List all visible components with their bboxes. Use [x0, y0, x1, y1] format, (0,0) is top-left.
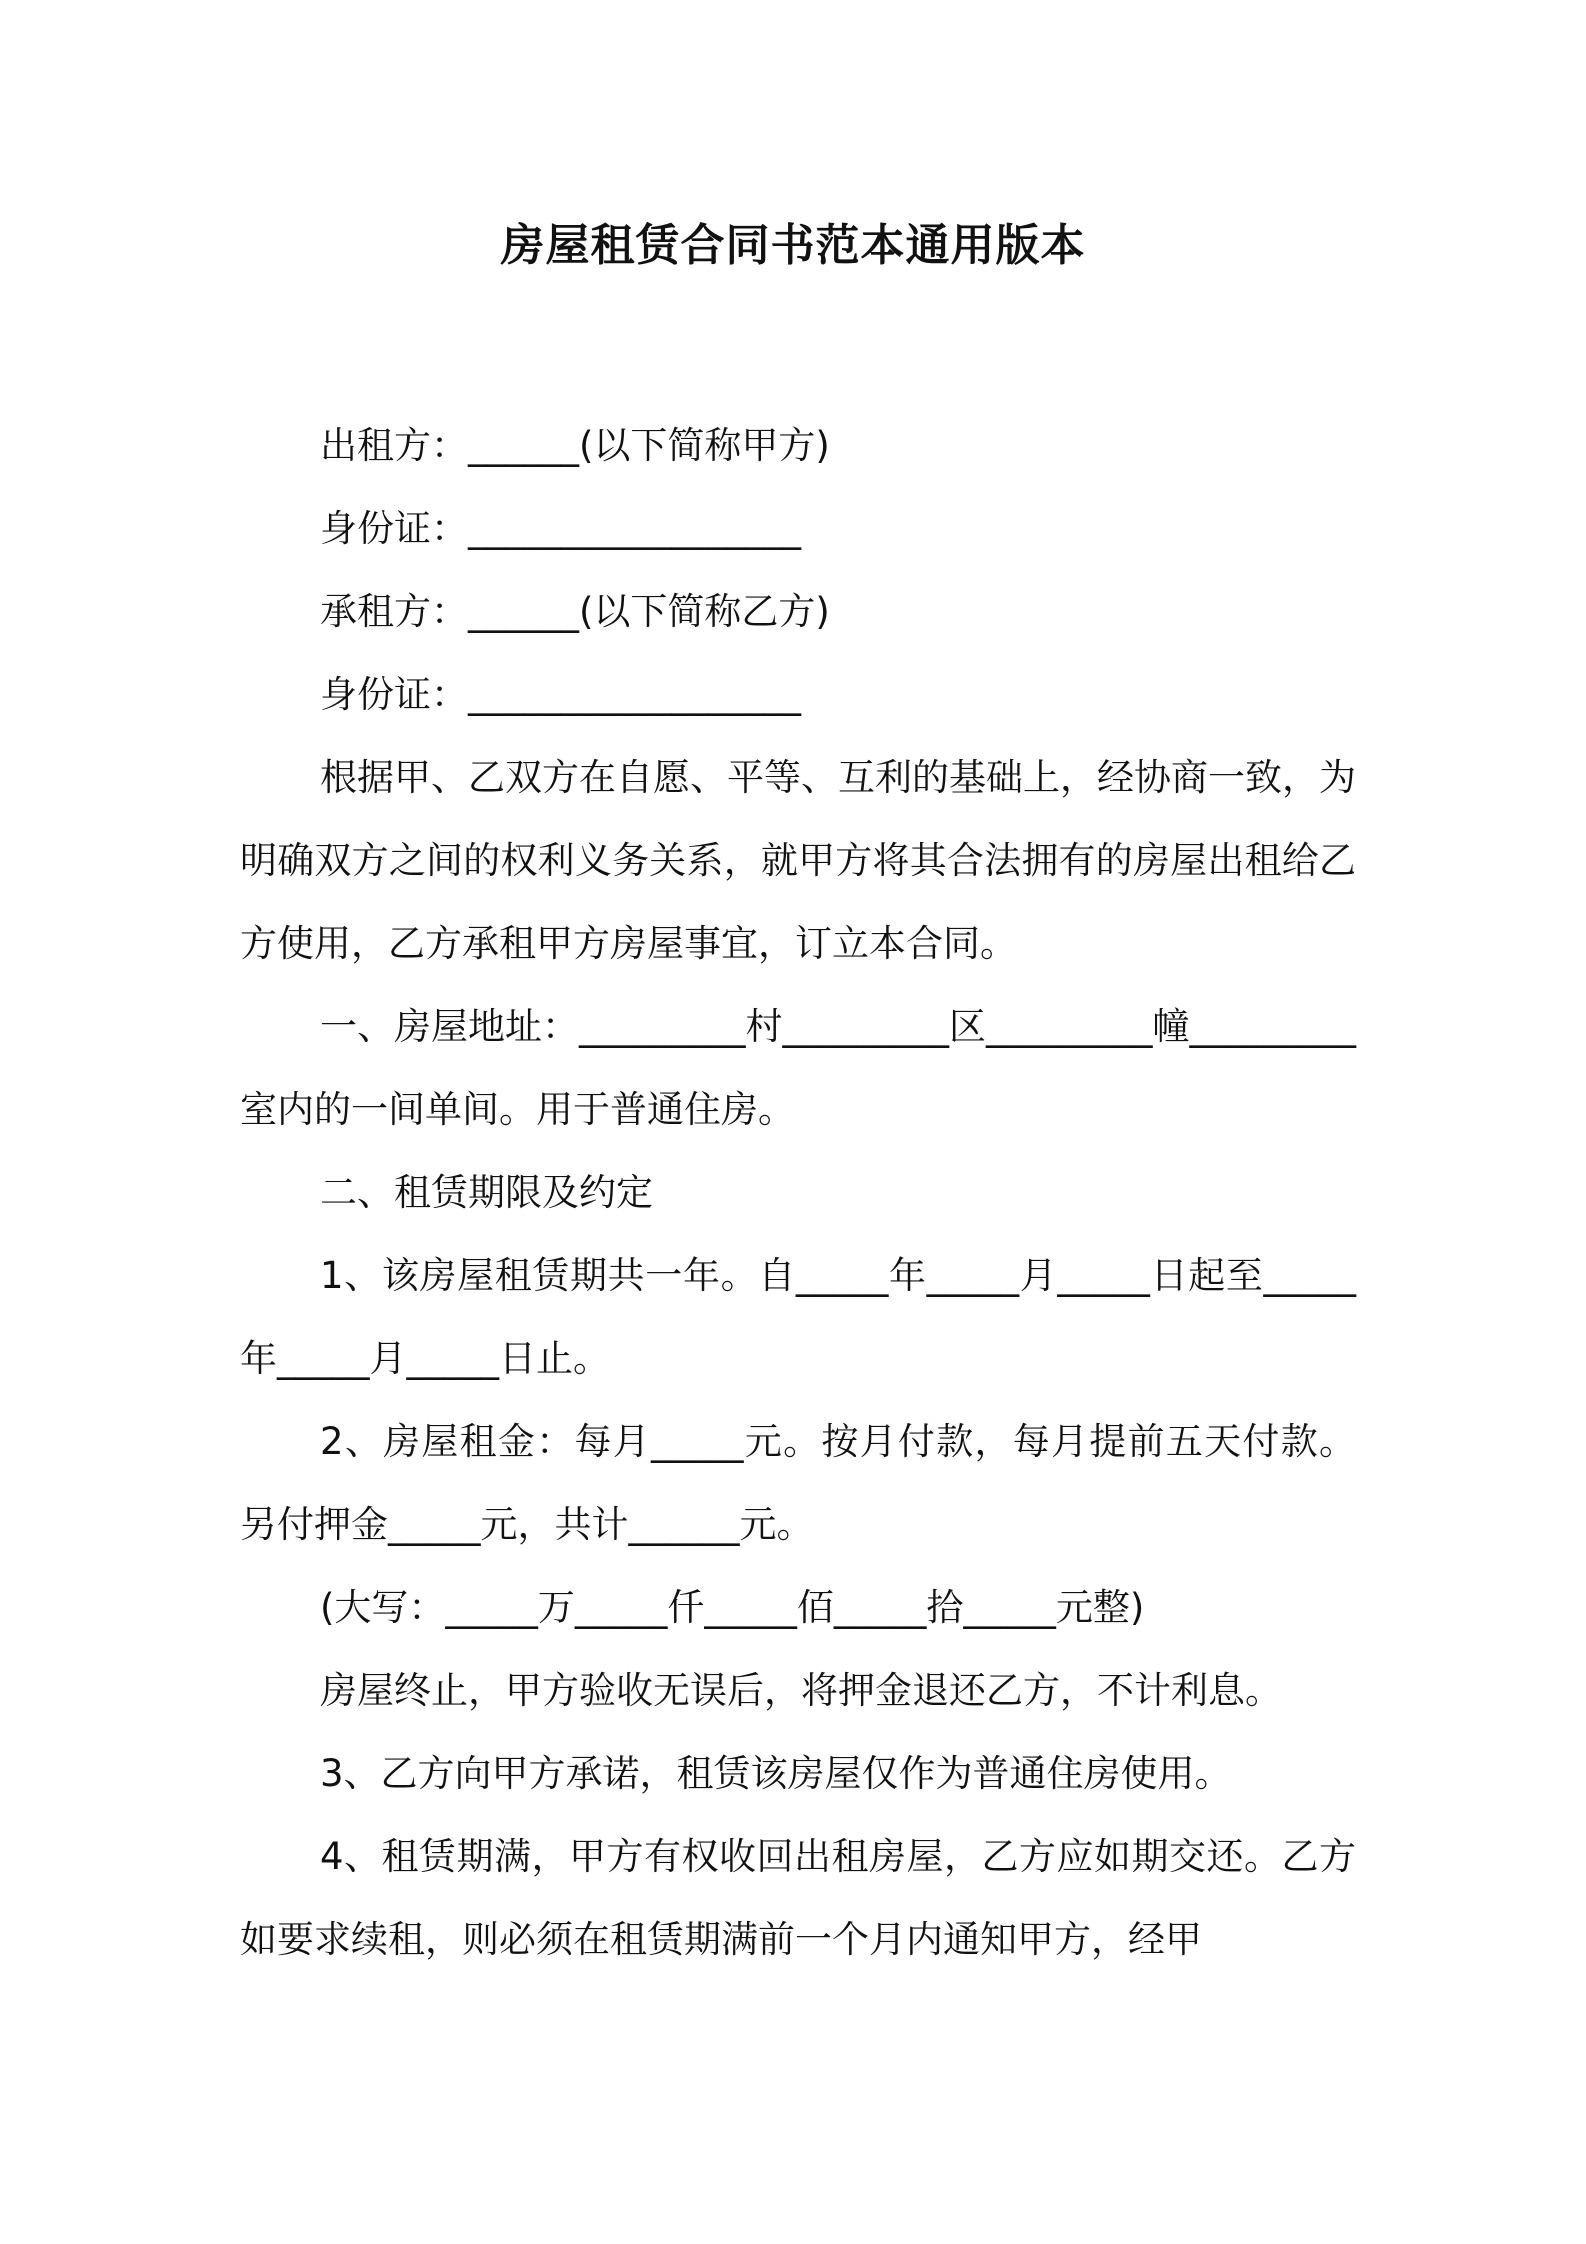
clause-amount-in-words: (大写：_____万_____仟_____佰_____拾_____元整) [320, 1586, 1145, 1629]
preamble-paragraph: 根据甲、乙双方在自愿、平等、互利的基础上，经协商一致，为明确双方之间的权利义务关系，就甲方将其合法拥有的房屋出租给乙方使用，乙方承租甲方房屋事宜，订立本合同。 [240, 756, 1356, 965]
clause-usage: 3、乙方向甲方承诺，租赁该房屋仅作为普通住房使用。 [320, 1752, 1232, 1795]
document-body [240, 404, 1356, 1981]
lessor-id-line: 身份证：__________________ [320, 507, 801, 550]
clause-term: 1、该房屋租赁期共一年。自_____年_____月_____日起至_____年_____月_____日止。 [240, 1254, 1356, 1380]
section-heading-term: 二、租赁期限及约定 [320, 1171, 653, 1214]
clause-renewal: 4、租赁期满，甲方有权收回出租房屋，乙方应如期交还。乙方如要求续租，则必须在租赁期满前一个月内通知甲方，经甲 [240, 1835, 1356, 1961]
lessee-id-line: 身份证：__________________ [320, 673, 801, 716]
clause-rent: 2、房屋租金：每月_____元。按月付款，每月提前五天付款。另付押金_____元，共计______元。 [240, 1420, 1356, 1546]
clause-deposit-return: 房屋终止，甲方验收无误后，将押金退还乙方，不计利息。 [320, 1669, 1282, 1712]
clause-address: 一、房屋地址：_________村_________区_________幢_________室内的一间单间。用于普通住房。 [240, 1005, 1356, 1131]
lessor-line: 出租方：______(以下简称甲方) [320, 424, 830, 467]
lessee-line: 承租方：______(以下简称乙方) [320, 590, 830, 633]
document-title: 房屋租赁合同书范本通用版本 [500, 220, 1086, 271]
